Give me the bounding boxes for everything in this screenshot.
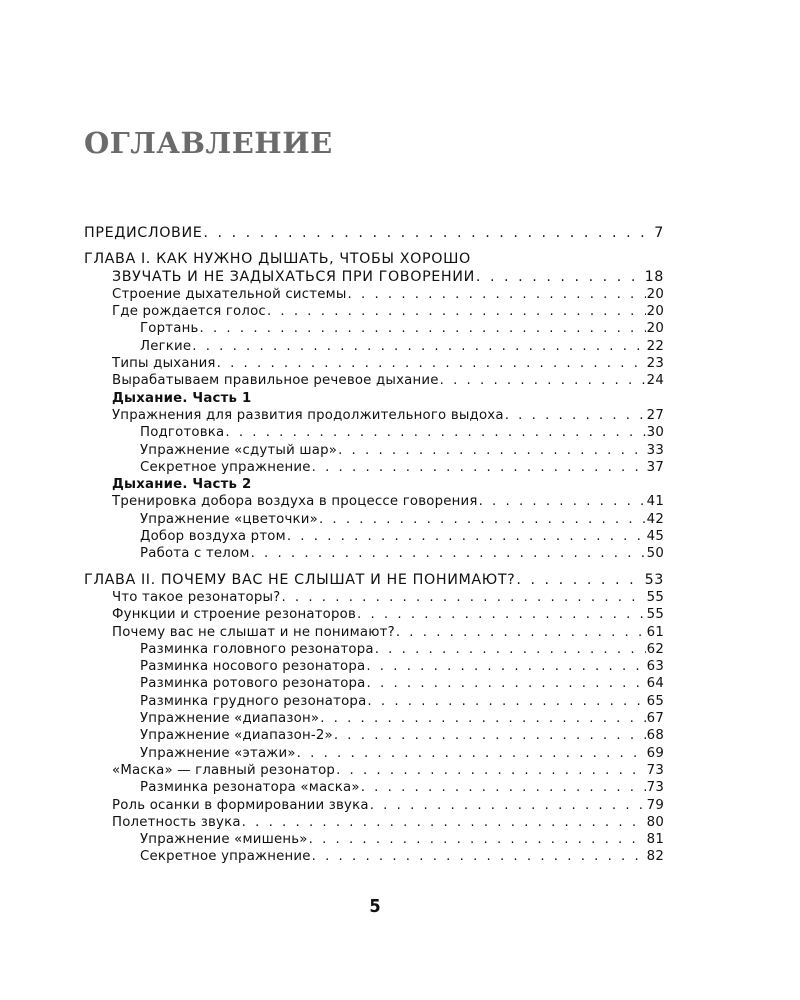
dot-leader — [348, 286, 646, 303]
dot-leader — [309, 831, 646, 848]
toc-entry-label: Что такое резонаторы? — [112, 589, 281, 605]
toc-entry — [84, 589, 664, 606]
toc-entry — [84, 338, 664, 355]
toc-entry — [84, 459, 664, 476]
toc-entry — [84, 814, 664, 831]
toc-entry-page: 63 — [646, 659, 664, 675]
toc-entry — [84, 624, 664, 641]
toc-entry-label: Подготовка — [140, 425, 225, 441]
toc-entry-page: 61 — [646, 624, 664, 640]
toc-entry-label: ГЛАВА II. ПОЧЕМУ ВАС НЕ СЛЫШАТ И НЕ ПОНИМАЮТ? — [84, 571, 516, 588]
toc-subheading-label: Дыхание. Часть 2 — [112, 477, 252, 493]
toc-entry-label: Строение дыхательной системы — [112, 286, 347, 302]
toc-entry-page: 20 — [646, 286, 664, 302]
dot-leader — [357, 606, 646, 623]
toc-entry-label: Упражнение «цветочки» — [140, 511, 318, 527]
dot-leader — [516, 572, 643, 589]
toc-entry — [84, 848, 664, 865]
toc-entry — [84, 727, 664, 744]
toc-entry-label: Упражнение «диапазон-2» — [140, 728, 333, 744]
toc-entry — [84, 528, 664, 545]
toc-entry — [84, 511, 664, 528]
toc-entry — [84, 641, 664, 658]
dot-leader — [367, 693, 645, 710]
toc-entry — [84, 762, 664, 779]
toc-entry-label: Разминка головного резонатора — [140, 641, 374, 657]
toc-entry-page: 50 — [646, 546, 664, 562]
table-of-contents — [84, 225, 664, 866]
dot-leader — [476, 269, 644, 286]
dot-leader — [338, 442, 646, 459]
toc-entry-label: Типы дыхания — [112, 356, 216, 372]
toc-entry-page: 62 — [646, 641, 664, 657]
dot-leader — [297, 745, 646, 762]
dot-leader — [251, 545, 646, 562]
toc-entry-page: 22 — [646, 338, 664, 354]
toc-entry-page: 80 — [646, 814, 664, 830]
toc-entry — [84, 320, 664, 337]
toc-entry-label: Секретное упражнение — [140, 849, 311, 865]
chapter-2-heading — [84, 572, 664, 589]
toc-entry-page: 73 — [646, 780, 664, 796]
toc-entry-label: Упражнения для развития продолжительного выдоха — [112, 407, 504, 423]
toc-entry-page: 18 — [644, 268, 664, 285]
toc-entry-label: «Маска» — главный резонатор — [112, 762, 336, 778]
dot-leader — [242, 814, 646, 831]
toc-entry-page: 64 — [646, 676, 664, 692]
toc-entry-label: Гортань — [140, 321, 199, 337]
dot-leader — [320, 710, 645, 727]
toc-entry — [84, 424, 664, 441]
toc-entry — [84, 658, 664, 675]
toc-entry-label: Тренировка добора воздуха в процессе говорения — [112, 494, 478, 510]
toc-subheading-label: Дыхание. Часть 1 — [112, 390, 252, 406]
toc-entry — [84, 355, 664, 372]
toc-entry — [84, 372, 664, 389]
toc-entry-label: Разминка носового резонатора — [140, 659, 366, 675]
toc-entry-page: 79 — [646, 797, 664, 813]
toc-entry-page: 30 — [646, 425, 664, 441]
dot-leader — [361, 779, 646, 796]
toc-entry-page: 41 — [646, 494, 664, 510]
toc-entry — [84, 606, 664, 623]
toc-entry — [84, 675, 664, 692]
toc-entry-page: 24 — [646, 373, 664, 389]
toc-entry-label: Функции и строение резонаторов — [112, 607, 356, 623]
toc-entry-page: 81 — [646, 832, 664, 848]
dot-leader — [267, 303, 646, 320]
toc-entry-label: Вырабатываем правильное речевое дыхание — [112, 373, 439, 389]
chapter-1-heading-line1 — [84, 251, 664, 268]
toc-entry — [84, 779, 664, 796]
toc-entry-page: 20 — [646, 321, 664, 337]
toc-entry-page: 67 — [646, 711, 664, 727]
dot-leader — [440, 372, 646, 389]
toc-entry — [84, 797, 664, 814]
toc-entry — [84, 710, 664, 727]
toc-entry-label: Роль осанки в формировании звука — [112, 797, 369, 813]
toc-entry-page: 68 — [646, 728, 664, 744]
toc-entry-page: 20 — [646, 304, 664, 320]
dot-leader — [200, 320, 646, 337]
dot-leader — [336, 762, 646, 779]
toc-entry-label: Где рождается голос — [112, 304, 266, 320]
toc-entry — [84, 407, 664, 424]
toc-entry-page: 45 — [646, 529, 664, 545]
toc-entry-page: 55 — [646, 607, 664, 623]
dot-leader — [366, 658, 645, 675]
toc-entry-label: ЗВУЧАТЬ И НЕ ЗАДЫХАТЬСЯ ПРИ ГОВОРЕНИИ — [112, 268, 475, 285]
toc-entry-label: Добор воздуха ртом — [140, 529, 286, 545]
toc-entry — [84, 745, 664, 762]
toc-entry-label: Почему вас не слышат и не понимают? — [112, 624, 395, 640]
dot-leader — [396, 624, 646, 641]
toc-subheading — [84, 390, 664, 407]
toc-entry-label: Упражнение «диапазон» — [140, 711, 320, 727]
toc-entry-label: ПРЕДИСЛОВИЕ — [84, 225, 203, 241]
page-number: 5 — [369, 896, 381, 917]
dot-leader — [312, 459, 646, 476]
toc-entry-preface — [84, 225, 664, 242]
dot-leader — [192, 338, 645, 355]
toc-entry-page: 69 — [646, 745, 664, 761]
toc-entry — [84, 442, 664, 459]
dot-leader — [479, 493, 646, 510]
toc-entry — [84, 286, 664, 303]
toc-entry-label: Легкие — [140, 338, 192, 354]
toc-entry-label: Разминка резонатора «маска» — [140, 780, 360, 796]
toc-entry — [84, 493, 664, 510]
page-title: ОГЛАВЛЕНИЕ — [84, 126, 333, 160]
toc-entry-page: 27 — [646, 407, 664, 423]
toc-entry-page: 7 — [654, 225, 664, 241]
dot-leader — [367, 675, 646, 692]
toc-entry-page: 33 — [646, 442, 664, 458]
toc-entry-label: Разминка грудного резонатора — [140, 693, 367, 709]
dot-leader — [370, 797, 646, 814]
dot-leader — [287, 528, 646, 545]
dot-leader — [312, 848, 646, 865]
toc-entry — [84, 303, 664, 320]
toc-entry-page: 73 — [646, 762, 664, 778]
dot-leader — [203, 225, 653, 242]
dot-leader — [505, 407, 646, 424]
toc-subheading — [84, 476, 664, 493]
toc-entry-page: 42 — [646, 511, 664, 527]
chapter-1-heading-line2 — [84, 269, 664, 286]
toc-entry — [84, 831, 664, 848]
toc-entry-label: ГЛАВА I. КАК НУЖНО ДЫШАТЬ, ЧТОБЫ ХОРОШО — [84, 251, 471, 268]
toc-entry — [84, 545, 664, 562]
dot-leader — [334, 727, 646, 744]
toc-entry-label: Полетность звука — [112, 814, 241, 830]
dot-leader — [319, 511, 646, 528]
toc-entry-page: 53 — [644, 571, 664, 588]
dot-leader — [375, 641, 646, 658]
dot-leader — [225, 424, 645, 441]
toc-entry-label: Упражнение «этажи» — [140, 745, 296, 761]
toc-entry-page: 65 — [646, 693, 664, 709]
toc-entry-page: 55 — [646, 589, 664, 605]
dot-leader — [217, 355, 646, 372]
toc-entry-label: Упражнение «сдутый шар» — [140, 442, 338, 458]
toc-entry-label: Секретное упражнение — [140, 459, 311, 475]
toc-entry — [84, 693, 664, 710]
toc-entry-page: 82 — [646, 849, 664, 865]
toc-entry-page: 37 — [646, 459, 664, 475]
toc-entry-label: Разминка ротового резонатора — [140, 676, 366, 692]
toc-entry-label: Упражнение «мишень» — [140, 832, 308, 848]
toc-entry-label: Работа с телом — [140, 546, 250, 562]
dot-leader — [281, 589, 645, 606]
toc-entry-page: 23 — [646, 356, 664, 372]
